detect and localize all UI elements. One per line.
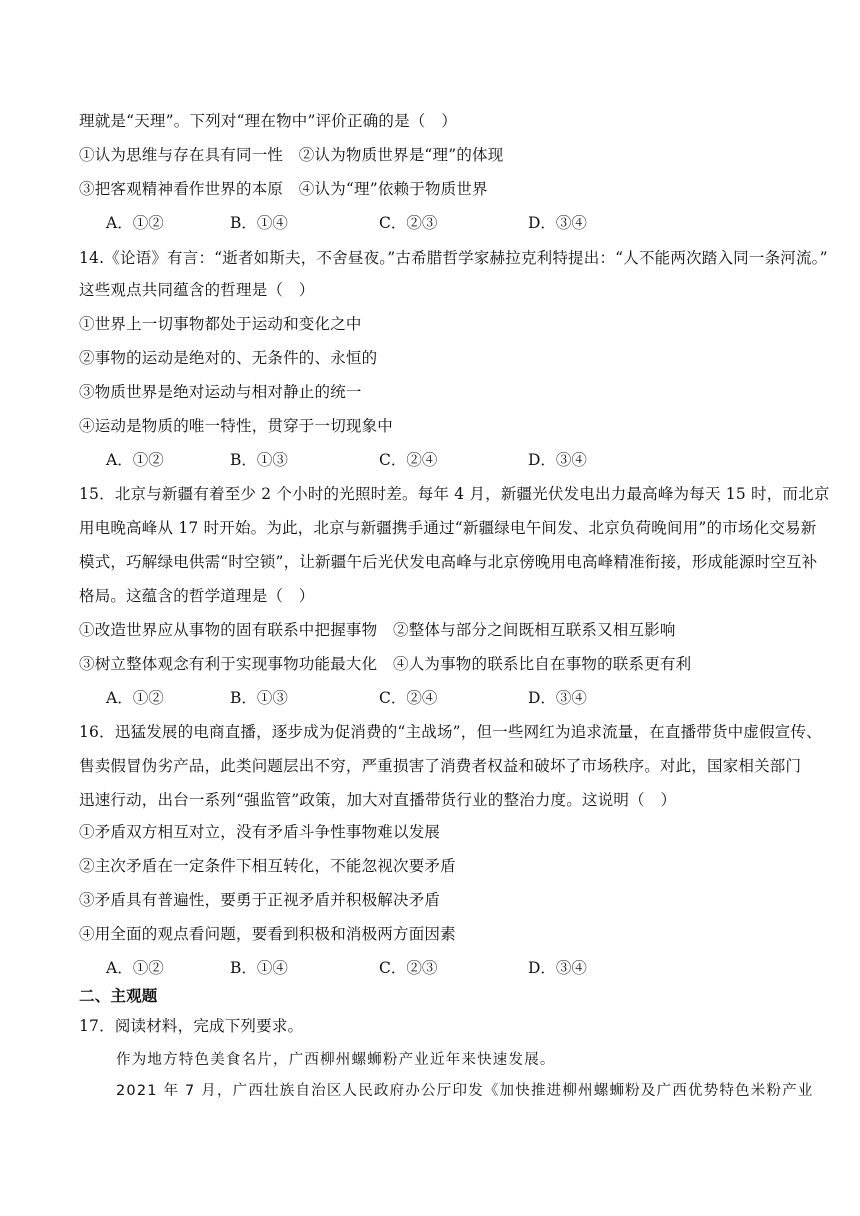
- q14-statement-1: ①世界上一切事物都处于运动和变化之中: [79, 315, 362, 333]
- option-b: B．①④: [230, 214, 288, 232]
- q16-statement-4: ④用全面的观点看问题，要看到积极和消极两方面因素: [79, 925, 456, 943]
- q15-stem-2: 用电晚高峰从 17 时开始。为此，北京与新疆携手通过“新疆绿电午间发、北京负荷晚间用”的市场化交易新: [79, 519, 817, 537]
- q17-stem: 17．阅读材料，完成下列要求。: [79, 1017, 304, 1035]
- option-d: D．③④: [528, 689, 587, 707]
- q15-statements-1: ①改造世界应从事物的固有联系中把握事物 ②整体与部分之间既相互联系又相互影响: [79, 621, 676, 639]
- q14-stem-2: 这些观点共同蕴含的哲理是（ ）: [79, 281, 315, 299]
- option-c: C．②④: [379, 689, 438, 707]
- q17-material-2: 2021 年 7 月，广西壮族自治区人民政府办公厅印发《加快推进柳州螺蛳粉及广西优势特色米粉产业: [116, 1083, 814, 1099]
- q14-statement-3: ③物质世界是绝对运动与相对静止的统一: [79, 383, 362, 401]
- option-d: D．③④: [528, 959, 587, 977]
- option-d: D．③④: [528, 451, 587, 469]
- section-heading: 二、主观题: [79, 986, 158, 1005]
- option-c: C．②④: [379, 451, 438, 469]
- option-c: C．②③: [379, 959, 438, 977]
- q15-stem-4: 格局。这蕴含的哲学道理是（ ）: [79, 587, 315, 605]
- q14-statement-4: ④运动是物质的唯一特性，贯穿于一切现象中: [79, 417, 394, 435]
- q13-statements-2: ③把客观精神看作世界的本原 ④认为“理”依赖于物质世界: [79, 180, 488, 198]
- q15-stem-3: 模式，巧解绿电供需“时空锁”，让新疆午后光伏发电高峰与北京傍晚用电高峰精准衔接，形成能源时空互补: [79, 553, 818, 571]
- q17-material-1: 作为地方特色美食名片，广西柳州螺蛳粉产业近年来快速发展。: [116, 1052, 556, 1068]
- q14-statement-2: ②事物的运动是绝对的、无条件的、永恒的: [79, 349, 378, 367]
- option-a: A．①②: [106, 959, 164, 977]
- q14-stem-1: 14.《论语》有言：“逝者如斯夫，不舍昼夜。”古希腊哲学家赫拉克利特提出：“人不能两次踏入同一条河流。”: [79, 249, 828, 267]
- q13-stem: 理就是“天理”。下列对“理在物中”评价正确的是（ ）: [79, 112, 457, 130]
- q16-stem-3: 迅速行动，出台一系列“强监管”政策，加大对直播带货行业的整治力度。这说明（ ）: [79, 791, 677, 809]
- q16-statement-3: ③矛盾具有普遍性，要勇于正视矛盾并积极解决矛盾: [79, 891, 441, 909]
- q16-stem-1: 16．迅猛发展的电商直播，逐步成为促消费的“主战场”，但一些网红为追求流量，在直播带货中虚假宣传、: [79, 723, 822, 741]
- q16-statement-1: ①矛盾双方相互对立，没有矛盾斗争性事物难以发展: [79, 823, 441, 841]
- option-c: C．②③: [379, 214, 438, 232]
- q15-stem-1: 15．北京与新疆有着至少 2 个小时的光照时差。每年 4 月，新疆光伏发电出力最高峰为每天 15 时，而北京: [79, 485, 830, 503]
- option-b: B．①③: [230, 451, 288, 469]
- q13-statements-1: ①认为思维与存在具有同一性 ②认为物质世界是“理”的体现: [79, 146, 504, 164]
- option-a: A．①②: [106, 214, 164, 232]
- option-b: B．①④: [230, 959, 288, 977]
- option-a: A．①②: [106, 451, 164, 469]
- q16-statement-2: ②主次矛盾在一定条件下相互转化，不能忽视次要矛盾: [79, 857, 456, 875]
- option-a: A．①②: [106, 689, 164, 707]
- q15-statements-2: ③树立整体观念有利于实现事物功能最大化 ④人为事物的联系比自在事物的联系更有利: [79, 655, 692, 673]
- q16-stem-2: 售卖假冒伪劣产品，此类问题层出不穷，严重损害了消费者权益和破坏了市场秩序。对此，国家相关部门: [79, 757, 802, 775]
- option-d: D．③④: [528, 214, 587, 232]
- option-b: B．①③: [230, 689, 288, 707]
